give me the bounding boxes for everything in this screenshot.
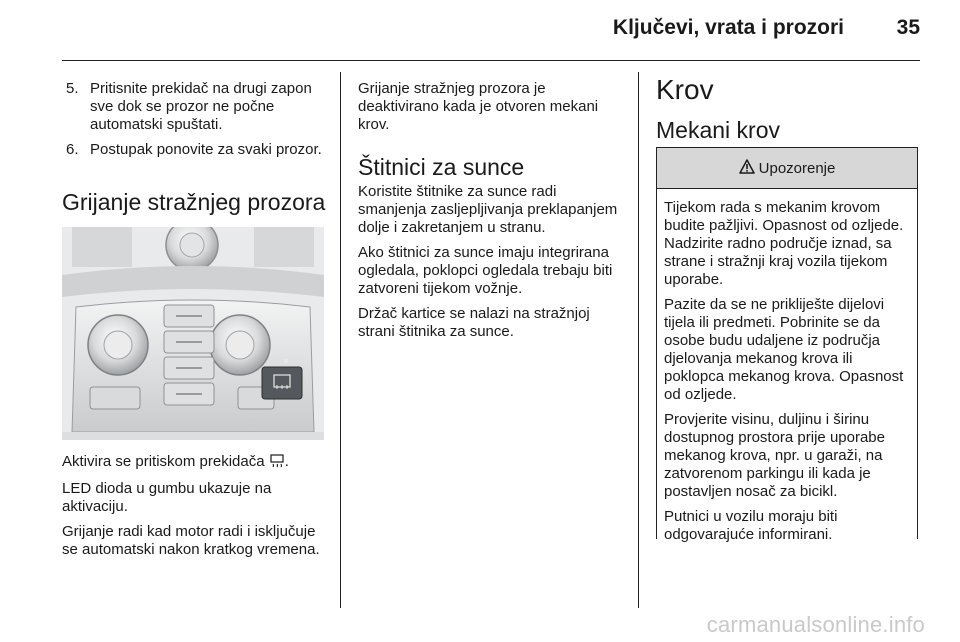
step-text: Postupak ponovite za svaki prozor.	[90, 141, 322, 158]
section-title-soft-top: Mekani krov	[656, 117, 780, 143]
paragraph-activation-end: .	[284, 453, 289, 470]
column-2	[358, 80, 628, 348]
warning-paragraph: Pazite da se ne prikliješte dijelovi tijela ili predmeti. Pobrinite se da osobe budu udaljene iz područja djelovanja mekanog krova ili poklopca mekanog krova. Opasnost od ozljede.	[664, 296, 904, 403]
paragraph-heating-duration: Grijanje radi kad motor radi i isključuje se automatski nakon kratkog vremena.	[62, 523, 320, 558]
paragraph-sun-visor-mirrors: Ako štitnici za sunce imaju integrirana ogledala, poklopci ogledala trebaju biti zatvoreni tijekom vožnje.	[358, 244, 613, 297]
step-item	[62, 141, 332, 159]
section-title-rear-heating: Grijanje stražnjeg prozora	[62, 189, 326, 215]
step-number: 5.	[66, 80, 79, 97]
page-number: 35	[896, 16, 920, 39]
watermark: carmanualsonline.info	[706, 612, 925, 637]
warning-triangle-icon	[739, 159, 755, 178]
warning-box	[656, 147, 918, 543]
warning-paragraph: Tijekom rada s mekanim krovom budite pažljivi. Opasnost od ozljede. Nadzirite radno područje iznad, sa strane i stražnji kraj vozila tijekom uporabe.	[664, 199, 904, 288]
paragraph-activation	[62, 453, 332, 473]
warning-header	[657, 148, 917, 189]
paragraph-sun-visor-use: Koristite štitnike za sunce radi smanjenja zasljepljivanja preklapanjem dolje i zakretanjem u stranu.	[358, 183, 618, 236]
console-photo	[62, 227, 324, 440]
warning-body	[657, 189, 917, 544]
steps-list	[62, 80, 332, 159]
paragraph-deactivated: Grijanje stražnjeg prozora je deaktivirano kada je otvoren mekani krov.	[358, 80, 599, 133]
column-1	[62, 80, 332, 216]
running-header-title: Ključevi, vrata i prozori	[612, 16, 844, 39]
section-title-sun-visors: Štitnici za sunce	[358, 154, 525, 180]
chapter-title-roof: Krov	[656, 74, 714, 105]
warning-paragraph: Putnici u vozilu moraju biti odgovarajuće informirani.	[664, 508, 838, 543]
paragraph-activation-text: Aktivira se pritiskom prekidača	[62, 453, 269, 470]
console-illustration	[62, 227, 324, 440]
step-number: 6.	[66, 141, 79, 158]
column-3	[656, 73, 926, 144]
column-divider-right	[638, 72, 639, 608]
column-1-lower	[62, 453, 332, 566]
rear-window-heater-icon	[269, 454, 285, 473]
column-divider-left	[340, 72, 341, 608]
step-item	[62, 80, 332, 134]
warning-paragraph: Provjerite visinu, duljinu i širinu dostupnog prostora prije uporabe mekanog krova, npr. u garaži, na zatvorenom parkingu ili kada je postavljen nosač za bicikl.	[664, 411, 885, 500]
step-text: Pritisnite prekidač na drugi zapon sve dok se prozor ne počne automatski spuštati.	[90, 80, 312, 133]
paragraph-led: LED dioda u gumbu ukazuje na aktivaciju.	[62, 480, 272, 515]
warning-label: Upozorenje	[758, 159, 836, 177]
paragraph-card-holder: Držač kartice se nalazi na stražnjoj strani štitnika za sunce.	[358, 305, 590, 340]
header-rule	[62, 60, 920, 61]
